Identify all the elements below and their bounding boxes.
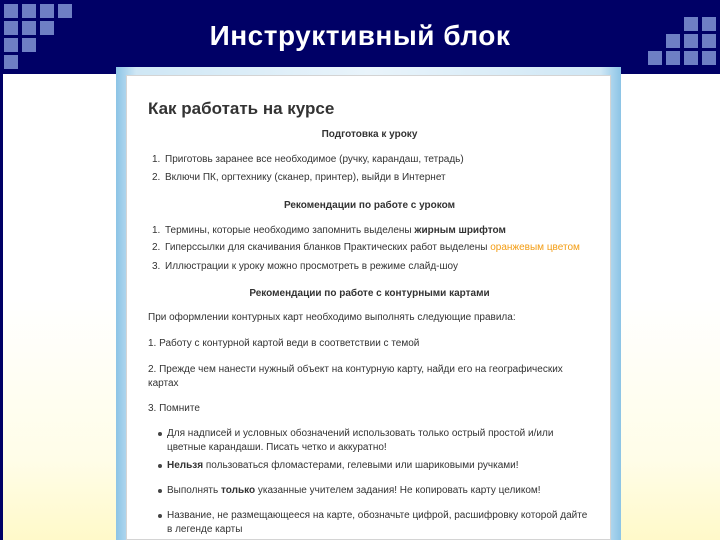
section-title-contour-maps: Рекомендации по работе с контурными картами — [249, 288, 490, 299]
decor-square — [22, 4, 36, 18]
bullet-text: Название, не размещающееся на карте, обозначьте цифрой, расшифровку которой дайте — [167, 510, 588, 521]
slide-header — [0, 0, 720, 74]
decor-square — [4, 4, 18, 18]
list-item-text: Гиперссылки для скачивания бланков Практических работ выделены — [165, 242, 488, 253]
bold-text: Нельзя — [167, 460, 204, 471]
list-number: 1. — [152, 225, 161, 236]
list-item: Иллюстрации к уроку можно просмотреть в режиме слайд-шоу — [165, 261, 458, 272]
slide-title: Инструктивный блок — [209, 20, 511, 51]
list-number: 2. — [152, 172, 161, 183]
rule-item: 3. Помните — [148, 403, 200, 414]
decor-square — [666, 51, 680, 65]
decor-square — [58, 4, 72, 18]
decor-square — [684, 51, 698, 65]
list-item: Включи ПК, оргтехнику (сканер, принтер), выйди в Интернет — [165, 172, 446, 183]
decor-square — [648, 51, 662, 65]
bullet-text-rest: пользоваться фломастерами, гелевыми или шариковыми ручками! — [205, 460, 519, 471]
bullet-text — [167, 485, 541, 496]
left-stripe — [0, 74, 3, 540]
list-item-text: Термины, которые необходимо запомнить выделены — [165, 225, 412, 236]
bold-text: только — [220, 485, 256, 496]
section-title-lesson-recommendations: Рекомендации по работе с уроком — [283, 200, 456, 211]
bullet-dot — [158, 432, 162, 436]
rule-item-continued: картах — [148, 378, 179, 389]
section-title-preparation: Подготовка к уроку — [321, 129, 418, 140]
bullet-text: Для надписей и условных обозначений использовать только острый простой и/или — [167, 428, 554, 439]
bullet-dot — [158, 489, 162, 493]
bullet-text-continued: в легенде карты — [167, 524, 243, 535]
rules-intro: При оформлении контурных карт необходимо выполнять следующие правила: — [148, 312, 516, 323]
bold-text: жирным шрифтом — [414, 225, 506, 236]
list-number: 1. — [152, 154, 161, 165]
list-item: Приготовь заранее все необходимое (ручку, карандаш, тетрадь) — [165, 154, 464, 165]
bullet-text-pre: Выполнять — [167, 485, 219, 496]
course-instructions-panel — [126, 75, 611, 540]
decor-square — [702, 51, 716, 65]
panel-heading: Как работать на курсе — [148, 99, 335, 118]
list-number: 3. — [152, 261, 161, 272]
rule-item: 1. Работу с контурной картой веди в соответствии с темой — [148, 338, 420, 349]
rule-item: 2. Прежде чем нанести нужный объект на контурную карту, найди его на географических — [148, 364, 563, 375]
decor-square — [4, 55, 18, 69]
list-number: 2. — [152, 242, 161, 253]
list-item — [165, 225, 506, 236]
bullet-text-continued: цветные карандаши. Писать четко и аккуратно! — [167, 442, 387, 453]
decor-square — [40, 4, 54, 18]
bullet-text-post: указанные учителем задания! Не копировать карту целиком! — [257, 485, 541, 496]
list-item — [165, 242, 580, 253]
bullet-dot — [158, 464, 162, 468]
bullet-dot — [158, 514, 162, 518]
orange-text: оранжевым цветом — [490, 242, 580, 253]
bullet-text — [167, 460, 519, 471]
